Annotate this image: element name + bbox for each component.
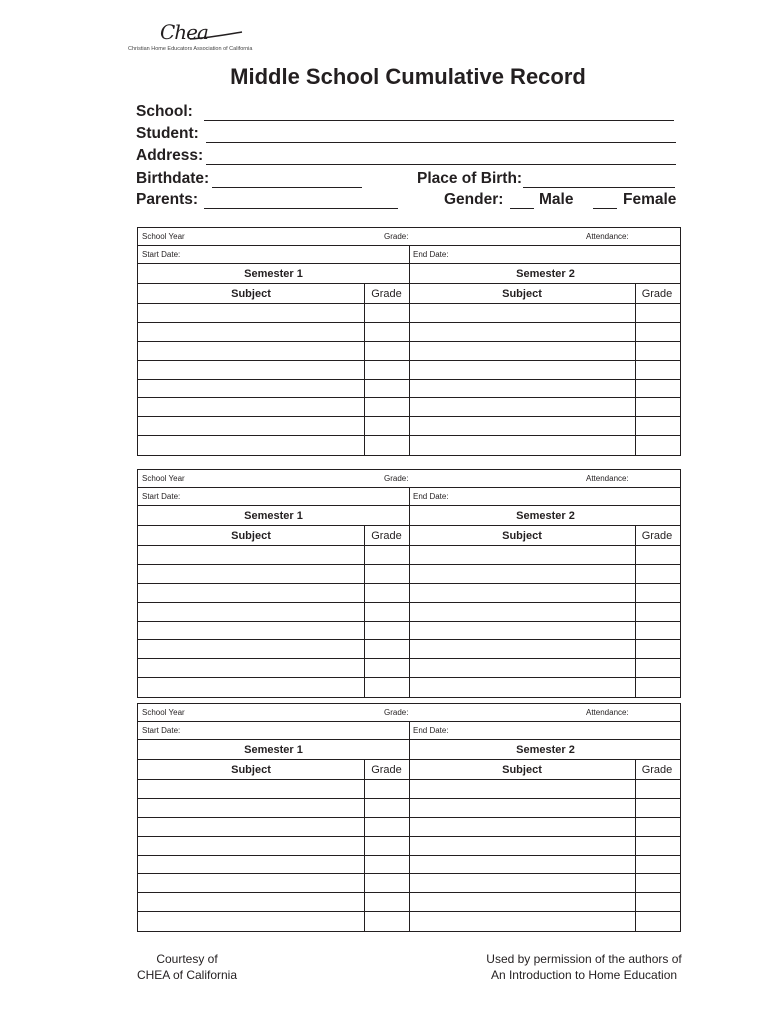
divider — [364, 546, 365, 564]
divider — [409, 856, 410, 874]
grade-header: Grade — [371, 288, 402, 300]
divider — [409, 436, 410, 455]
student-label: Student: — [136, 125, 199, 142]
page-title: Middle School Cumulative Record — [230, 64, 586, 89]
table-row[interactable] — [138, 856, 680, 875]
grade-level-label: Grade: — [384, 232, 409, 241]
column-header-row — [138, 526, 680, 546]
divider — [409, 246, 410, 263]
divider — [409, 912, 410, 931]
table-row[interactable] — [138, 780, 680, 799]
footer-permission-line1: Used by permission of the authors of — [486, 952, 682, 966]
divider — [635, 678, 636, 697]
table-row[interactable] — [138, 893, 680, 912]
divider — [364, 361, 365, 379]
record-info-row — [138, 228, 680, 246]
female-label: Female — [623, 191, 677, 208]
record-info-row — [138, 704, 680, 722]
end-date-label: End Date: — [413, 250, 449, 259]
record-info-row — [138, 470, 680, 488]
divider — [364, 893, 365, 911]
chea-logo — [128, 20, 258, 56]
place-of-birth-field — [417, 170, 522, 188]
school-label: School: — [136, 103, 193, 120]
semester2-header: Semester 2 — [516, 744, 575, 756]
birthdate-field — [136, 170, 209, 188]
divider — [409, 818, 410, 836]
divider — [409, 874, 410, 892]
table-row[interactable] — [138, 874, 680, 893]
birthdate-label: Birthdate: — [136, 170, 210, 187]
divider — [364, 818, 365, 836]
divider — [635, 659, 636, 677]
subject-header: Subject — [502, 288, 542, 300]
divider — [635, 856, 636, 874]
start-date-label: Start Date: — [142, 250, 181, 259]
divider — [409, 323, 410, 341]
divider — [364, 565, 365, 583]
grade-level-label: Grade: — [384, 474, 409, 483]
semester1-header: Semester 1 — [244, 744, 303, 756]
divider — [635, 323, 636, 341]
divider — [364, 780, 365, 798]
footer-permission — [474, 951, 694, 983]
footer-courtesy — [128, 951, 246, 983]
table-row[interactable] — [138, 799, 680, 818]
school-year-label: School Year — [142, 474, 185, 483]
divider — [409, 304, 410, 322]
grade-header: Grade — [641, 530, 673, 542]
divider — [409, 546, 410, 564]
column-header-row — [138, 284, 680, 304]
table-row[interactable] — [138, 342, 680, 361]
divider — [409, 678, 410, 697]
divider — [635, 361, 636, 379]
footer-courtesy-line2: CHEA of California — [136, 968, 238, 982]
end-date-label: End Date: — [413, 492, 449, 501]
footer-courtesy-line1: Courtesy of — [156, 952, 218, 966]
table-row[interactable] — [138, 304, 680, 323]
divider — [635, 342, 636, 360]
divider — [635, 603, 636, 621]
table-row[interactable] — [138, 622, 680, 641]
divider — [409, 837, 410, 855]
divider — [364, 799, 365, 817]
parents-field — [136, 191, 198, 209]
divider — [364, 417, 365, 435]
subject-header: Subject — [231, 764, 271, 776]
divider — [635, 398, 636, 416]
divider — [364, 304, 365, 322]
birthdate-line[interactable] — [212, 187, 362, 188]
logo-script: Chea — [160, 20, 208, 44]
divider — [635, 584, 636, 602]
footer-permission-line2: An Introduction to Home Education — [490, 968, 678, 982]
divider — [364, 874, 365, 892]
parents-label: Parents: — [136, 191, 199, 208]
record-dates-row — [138, 722, 680, 740]
table-row[interactable] — [138, 398, 680, 417]
divider — [635, 436, 636, 455]
logo-swoosh-icon — [188, 30, 244, 42]
school-line[interactable] — [204, 120, 674, 121]
record-table — [137, 227, 681, 456]
attendance-label: Attendance: — [586, 474, 629, 483]
divider — [635, 622, 636, 640]
divider — [409, 893, 410, 911]
table-row[interactable] — [138, 417, 680, 436]
divider — [409, 380, 410, 398]
divider — [409, 722, 410, 739]
table-row[interactable] — [138, 912, 680, 931]
semester-header-row — [138, 506, 680, 526]
divider — [364, 659, 365, 677]
divider — [364, 856, 365, 874]
record-table — [137, 469, 681, 698]
record-dates-row — [138, 246, 680, 264]
school-field — [136, 103, 193, 121]
divider — [409, 603, 410, 621]
attendance-label: Attendance: — [586, 232, 629, 241]
table-row[interactable] — [138, 837, 680, 856]
table-row[interactable] — [138, 818, 680, 837]
male-label: Male — [539, 191, 574, 208]
table-row[interactable] — [138, 565, 680, 584]
divider — [364, 640, 365, 658]
divider — [364, 380, 365, 398]
semester1-header: Semester 1 — [244, 510, 303, 522]
divider — [409, 488, 410, 505]
divider — [635, 565, 636, 583]
table-row[interactable] — [138, 640, 680, 659]
table-row[interactable] — [138, 436, 680, 455]
table-row[interactable] — [138, 380, 680, 399]
divider — [364, 912, 365, 931]
divider — [635, 380, 636, 398]
table-row[interactable] — [138, 603, 680, 622]
place-of-birth-line[interactable] — [523, 187, 675, 188]
male-line[interactable] — [510, 208, 534, 209]
divider — [635, 818, 636, 836]
divider — [635, 837, 636, 855]
divider — [364, 837, 365, 855]
subject-header: Subject — [231, 288, 271, 300]
grade-level-label: Grade: — [384, 708, 409, 717]
column-header-row — [138, 760, 680, 780]
school-year-label: School Year — [142, 232, 185, 241]
subject-header: Subject — [502, 764, 542, 776]
grade-header: Grade — [641, 764, 673, 776]
address-field — [136, 147, 203, 165]
divider — [364, 398, 365, 416]
divider — [409, 799, 410, 817]
semester1-header: Semester 1 — [244, 268, 303, 280]
grade-header: Grade — [371, 530, 402, 542]
parents-line[interactable] — [204, 208, 398, 209]
divider — [409, 622, 410, 640]
grade-header: Grade — [641, 288, 673, 300]
divider — [409, 417, 410, 435]
divider — [635, 912, 636, 931]
divider — [635, 546, 636, 564]
school-year-label: School Year — [142, 708, 185, 717]
student-line[interactable] — [206, 142, 676, 143]
divider — [364, 584, 365, 602]
address-label: Address: — [136, 147, 204, 164]
semester-header-row — [138, 740, 680, 760]
divider — [635, 799, 636, 817]
attendance-label: Attendance: — [586, 708, 629, 717]
table-row[interactable] — [138, 323, 680, 342]
semester2-header: Semester 2 — [516, 510, 575, 522]
gender-label: Gender: — [444, 191, 504, 208]
gender-field — [444, 191, 677, 209]
divider — [409, 780, 410, 798]
student-field — [136, 125, 199, 143]
grade-header: Grade — [371, 764, 402, 776]
divider — [409, 640, 410, 658]
divider — [409, 398, 410, 416]
start-date-label: Start Date: — [142, 492, 181, 501]
divider — [635, 893, 636, 911]
divider — [409, 659, 410, 677]
divider — [635, 304, 636, 322]
divider — [364, 342, 365, 360]
divider — [364, 678, 365, 697]
semester2-header: Semester 2 — [516, 268, 575, 280]
divider — [409, 565, 410, 583]
record-table — [137, 703, 681, 932]
table-row[interactable] — [138, 678, 680, 697]
semester-header-row — [138, 264, 680, 284]
table-row[interactable] — [138, 546, 680, 565]
divider — [409, 361, 410, 379]
divider — [364, 323, 365, 341]
place-of-birth-label: Place of Birth: — [417, 170, 523, 187]
divider — [364, 603, 365, 621]
divider — [635, 640, 636, 658]
end-date-label: End Date: — [413, 726, 449, 735]
subject-header: Subject — [231, 530, 271, 542]
divider — [364, 436, 365, 455]
record-dates-row — [138, 488, 680, 506]
divider — [364, 622, 365, 640]
start-date-label: Start Date: — [142, 726, 181, 735]
table-row[interactable] — [138, 584, 680, 603]
logo-org-name: Christian Home Educators Association of California — [128, 46, 253, 52]
divider — [635, 417, 636, 435]
divider — [635, 874, 636, 892]
divider — [409, 584, 410, 602]
table-row[interactable] — [138, 659, 680, 678]
female-line[interactable] — [593, 208, 617, 209]
address-line[interactable] — [206, 164, 676, 165]
divider — [635, 780, 636, 798]
subject-header: Subject — [502, 530, 542, 542]
divider — [409, 342, 410, 360]
table-row[interactable] — [138, 361, 680, 380]
